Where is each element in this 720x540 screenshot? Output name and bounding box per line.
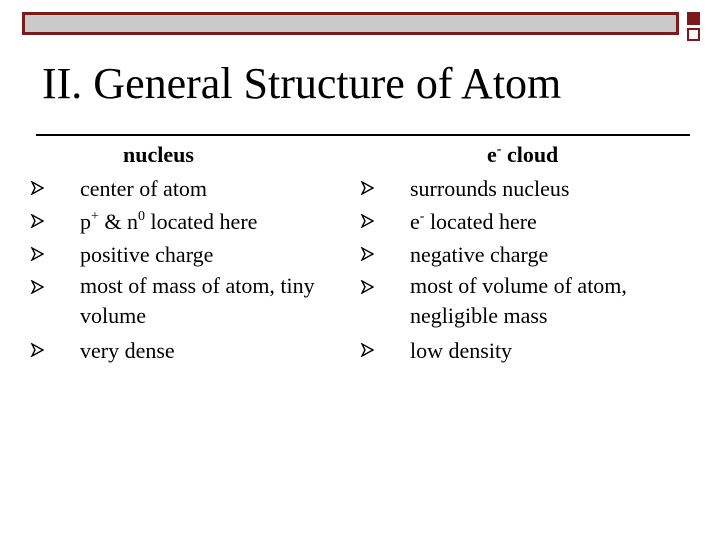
list-item-text: most of volume of atom, negligible mass [410, 273, 627, 328]
electron-cloud-list [360, 172, 660, 367]
arrow-bullet-icon [360, 343, 374, 357]
slide-title: II. General Structure of Atom [42, 59, 562, 108]
list-item [30, 334, 330, 367]
nucleus-heading: nucleus [123, 142, 194, 167]
arrow-bullet-icon [30, 280, 44, 294]
list-item [360, 271, 660, 331]
arrow-bullet-icon [360, 181, 374, 195]
title-bar-decoration [22, 12, 679, 35]
corner-square-outline [687, 28, 700, 41]
arrow-bullet-icon [30, 343, 44, 357]
list-item-text: very dense [80, 338, 175, 363]
arrow-bullet-icon [360, 214, 374, 228]
list-item-text: negative charge [410, 242, 549, 267]
nucleus-list [30, 172, 330, 367]
arrow-bullet-icon [30, 247, 44, 261]
arrow-bullet-icon [360, 247, 374, 261]
list-item-text: low density [410, 338, 513, 363]
arrow-bullet-icon [30, 181, 44, 195]
list-item [360, 205, 660, 238]
list-item [360, 238, 660, 271]
electron-cloud-heading: e- cloud [487, 142, 559, 167]
arrow-bullet-icon [30, 214, 44, 228]
list-item [30, 238, 330, 271]
list-item-text: surrounds nucleus [410, 176, 570, 201]
list-item-text: e- located here [410, 209, 537, 234]
list-item-text: positive charge [80, 242, 214, 267]
arrow-bullet-icon [360, 280, 374, 294]
list-item-text: p+ & $n^0$ located here [80, 209, 258, 234]
list-item [30, 271, 330, 331]
list-item [360, 172, 660, 205]
list-item [30, 205, 330, 238]
title-divider [36, 134, 690, 136]
list-item-text: center of atom [80, 176, 208, 201]
list-item [30, 172, 330, 205]
list-item-text: most of mass of atom, tiny volume [80, 273, 315, 328]
corner-square-filled [687, 12, 700, 25]
list-item [360, 334, 660, 367]
